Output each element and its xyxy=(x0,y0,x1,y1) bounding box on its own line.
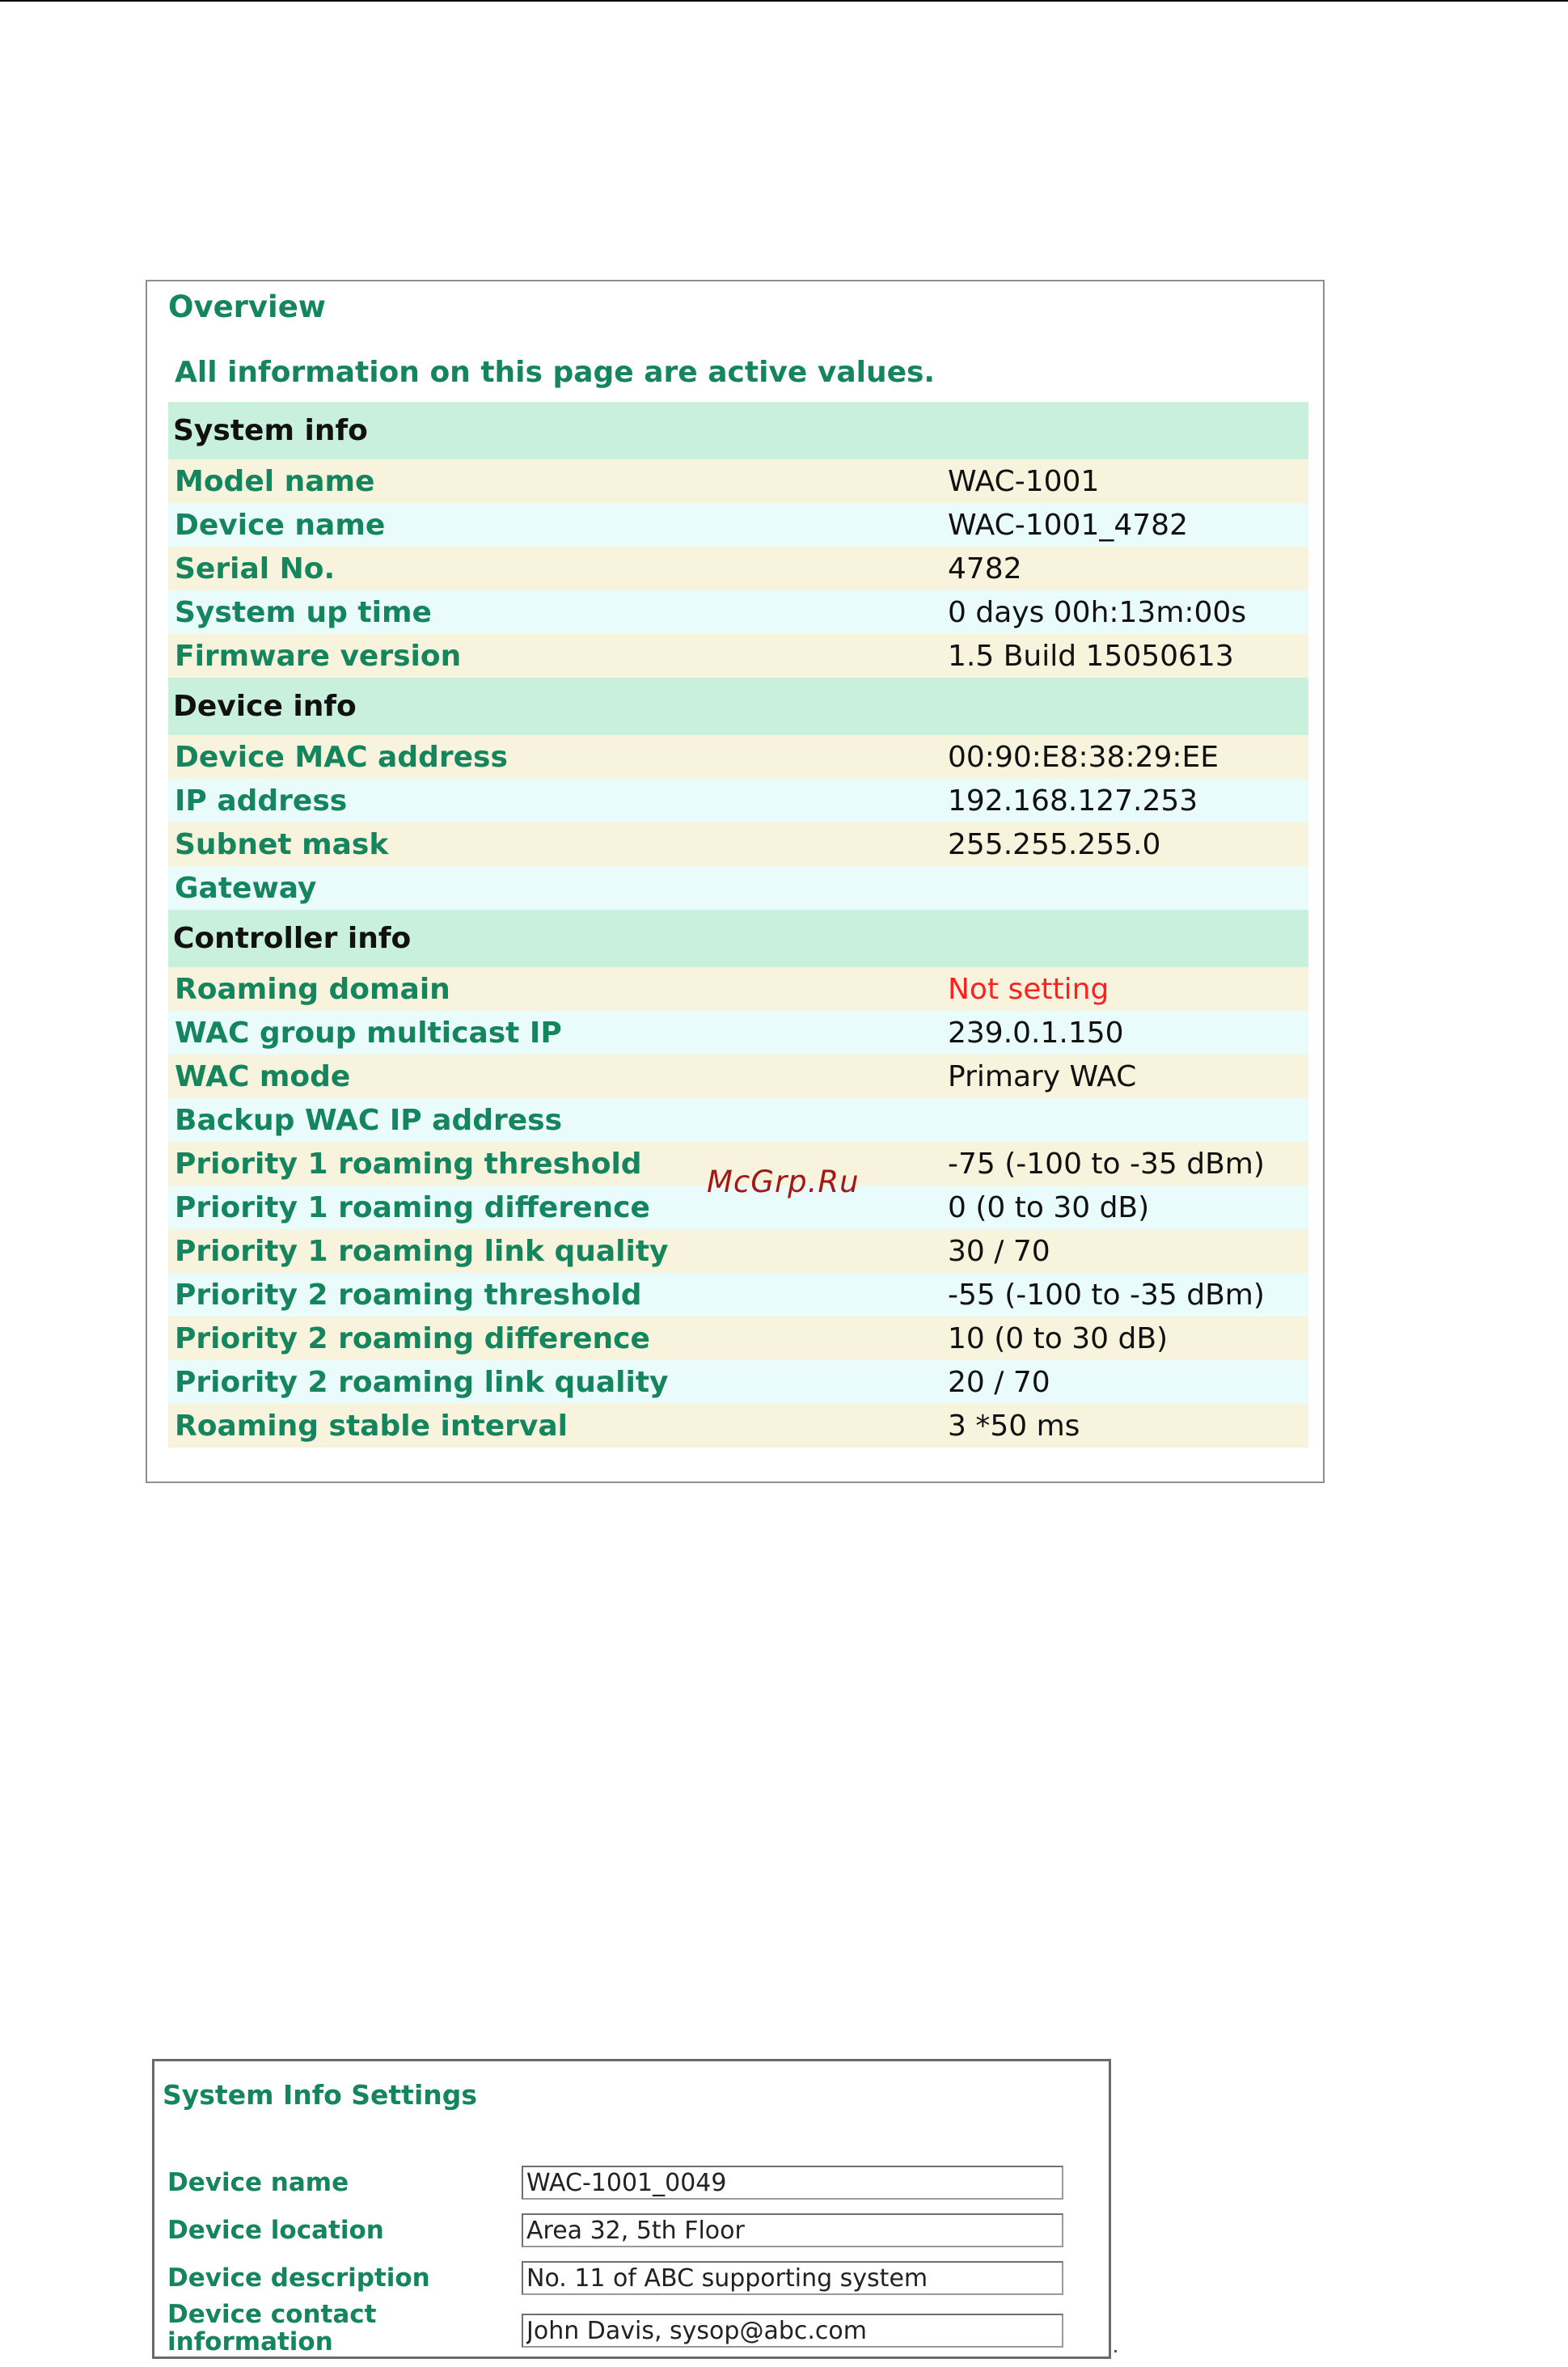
settings-title: System Info Settings xyxy=(163,2079,478,2111)
info-value: 192.168.127.253 xyxy=(948,784,1198,818)
info-label: Gateway xyxy=(175,871,317,905)
active-values-note: All information on this page are active values. xyxy=(175,356,936,389)
info-label: Roaming domain xyxy=(175,972,450,1006)
device-contact-label: Device contact information xyxy=(167,2300,377,2356)
section-header: System info xyxy=(168,402,1308,459)
info-label: Priority 2 roaming threshold xyxy=(175,1278,642,1312)
info-value: 3 *50 ms xyxy=(948,1409,1080,1443)
info-label: WAC mode xyxy=(175,1059,351,1093)
info-row xyxy=(168,590,1308,634)
info-value: 239.0.1.150 xyxy=(948,1016,1124,1050)
device-location-input[interactable] xyxy=(522,2213,1063,2247)
info-value: 00:90:E8:38:29:EE xyxy=(948,740,1219,774)
info-value: -55 (-100 to -35 dBm) xyxy=(948,1278,1265,1312)
info-label: IP address xyxy=(175,784,348,818)
overview-title: Overview xyxy=(168,290,326,324)
info-row xyxy=(168,547,1308,590)
page-top-rule xyxy=(0,0,1568,2)
info-row xyxy=(168,967,1308,1011)
info-label: Subnet mask xyxy=(175,827,389,861)
info-row xyxy=(168,1055,1308,1098)
info-value: 30 / 70 xyxy=(948,1234,1050,1268)
info-label: WAC group multicast IP xyxy=(175,1016,562,1050)
info-row xyxy=(168,1317,1308,1360)
info-row xyxy=(168,459,1308,503)
device-location-label: Device location xyxy=(167,2216,384,2245)
info-value: 20 / 70 xyxy=(948,1365,1050,1399)
section-header: Controller info xyxy=(168,910,1308,967)
info-row xyxy=(168,1360,1308,1404)
info-label: Model name xyxy=(175,464,375,498)
info-label: Roaming stable interval xyxy=(175,1409,568,1443)
device-name-input[interactable] xyxy=(522,2166,1063,2200)
info-row xyxy=(168,822,1308,866)
info-value: 0 days 00h:13m:00s xyxy=(948,595,1247,629)
info-value: Not setting xyxy=(948,972,1109,1006)
info-row xyxy=(168,1011,1308,1055)
info-row xyxy=(168,503,1308,547)
info-row xyxy=(168,1273,1308,1317)
info-label: Priority 1 roaming threshold xyxy=(175,1147,642,1181)
info-value: Primary WAC xyxy=(948,1059,1137,1093)
info-value: WAC-1001_4782 xyxy=(948,508,1188,542)
info-row xyxy=(168,634,1308,678)
device-description-input[interactable] xyxy=(522,2261,1063,2295)
info-row xyxy=(168,735,1308,779)
overview-table xyxy=(168,402,1308,1448)
info-row xyxy=(168,1098,1308,1142)
info-value: 4782 xyxy=(948,552,1022,585)
trailing-dot xyxy=(1114,2350,1117,2352)
info-label: Priority 2 roaming difference xyxy=(175,1321,650,1355)
info-value: 10 (0 to 30 dB) xyxy=(948,1321,1169,1355)
info-value xyxy=(940,1098,1308,1142)
section-header: Device info xyxy=(168,678,1308,735)
info-value: 0 (0 to 30 dB) xyxy=(948,1190,1150,1224)
info-row xyxy=(168,779,1308,822)
info-row xyxy=(168,866,1308,910)
info-label: Backup WAC IP address xyxy=(175,1103,563,1137)
info-label: Priority 1 roaming link quality xyxy=(175,1234,669,1268)
device-name-label: Device name xyxy=(167,2168,349,2197)
info-row xyxy=(168,1404,1308,1448)
info-value: 1.5 Build 15050613 xyxy=(948,639,1234,673)
info-label: System up time xyxy=(175,595,432,629)
info-row xyxy=(168,1229,1308,1273)
info-label: Device name xyxy=(175,508,386,542)
info-label: Priority 1 roaming difference xyxy=(175,1190,650,1224)
info-label: Firmware version xyxy=(175,639,462,673)
info-value: -75 (-100 to -35 dBm) xyxy=(948,1147,1265,1181)
info-value: 255.255.255.0 xyxy=(948,827,1161,861)
device-description-label: Device description xyxy=(167,2263,430,2293)
info-value xyxy=(940,866,1308,910)
info-value: WAC-1001 xyxy=(948,464,1100,498)
overview-panel xyxy=(146,280,1325,1483)
info-label: Priority 2 roaming link quality xyxy=(175,1365,669,1399)
info-label: Device MAC address xyxy=(175,740,508,774)
watermark: McGrp.Ru xyxy=(707,1164,860,1199)
info-label: Serial No. xyxy=(175,552,336,585)
device-contact-input[interactable] xyxy=(522,2314,1063,2348)
system-info-settings-panel xyxy=(152,2059,1111,2359)
